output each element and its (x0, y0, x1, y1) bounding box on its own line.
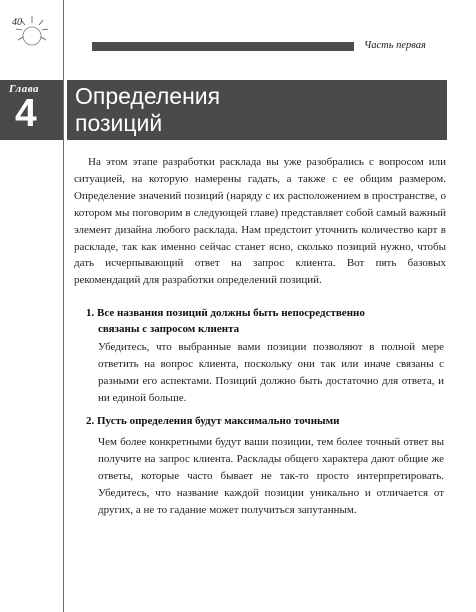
running-header-section: Часть первая (364, 40, 426, 51)
chapter-title-line-1: Определения (75, 83, 221, 109)
recommendation-2-heading-line-1: 2. Пусть определения будут максимально точными (86, 415, 340, 427)
header-rule (92, 42, 354, 51)
chapter-label-block (0, 80, 63, 140)
chapter-number: 4 (15, 92, 37, 135)
recommendation-2-heading (86, 414, 442, 430)
chapter-title (75, 83, 220, 137)
chapter-title-block (67, 80, 447, 140)
intro-paragraph: На этом этапе разработки расклада вы уже разобрались с вопросом или ситуацией, на которую намерены гадать, а также с ее общим размером. Определение значений позиций (наряду с их расположением в пространстве, о котором мы поговорим в следующей главе) представляет собой самый важный элемент дизайна любого расклада. Нам предстоит уточнить количество карт в раскладе, так как именно сейчас станет ясно, сколько позиций нужно, чтобы дать исчерпывающий ответ на запрос клиента. Вот пять базовых рекомендаций для разработки определений позиций. (74, 156, 446, 287)
recommendation-1-heading-line-2: связаны с запросом клиента (98, 322, 240, 335)
recommendation-1-body: Убедитесь, что выбранные вами позиции позволяют в полной мере ответить на вопрос клиента, поскольку они так или иначе связаны с разными его аспектами. Позиций должно быть достаточно для ответа, и ни единой больше. (98, 341, 444, 404)
chapter-word: Глава (9, 83, 40, 95)
recommendation-1-heading (86, 306, 442, 337)
page-number: 40 (12, 17, 22, 28)
recommendation-1-heading-line-1: 1. Все названия позиций должны быть непосредственно (86, 307, 365, 319)
chapter-title-line-2: позиций (75, 110, 163, 136)
recommendation-2-body: Чем более конкретными будут ваши позиции, тем более точный ответ вы получите на запрос клиента. Расклады общего характера дают общие же ответы, которые часто бывает не так-то просто интерпретировать. Убедитесь, что название каждой позиции уникально и отличается от других, а не то гадание может получиться запутанным. (98, 436, 444, 516)
page-margin-line (63, 0, 64, 612)
